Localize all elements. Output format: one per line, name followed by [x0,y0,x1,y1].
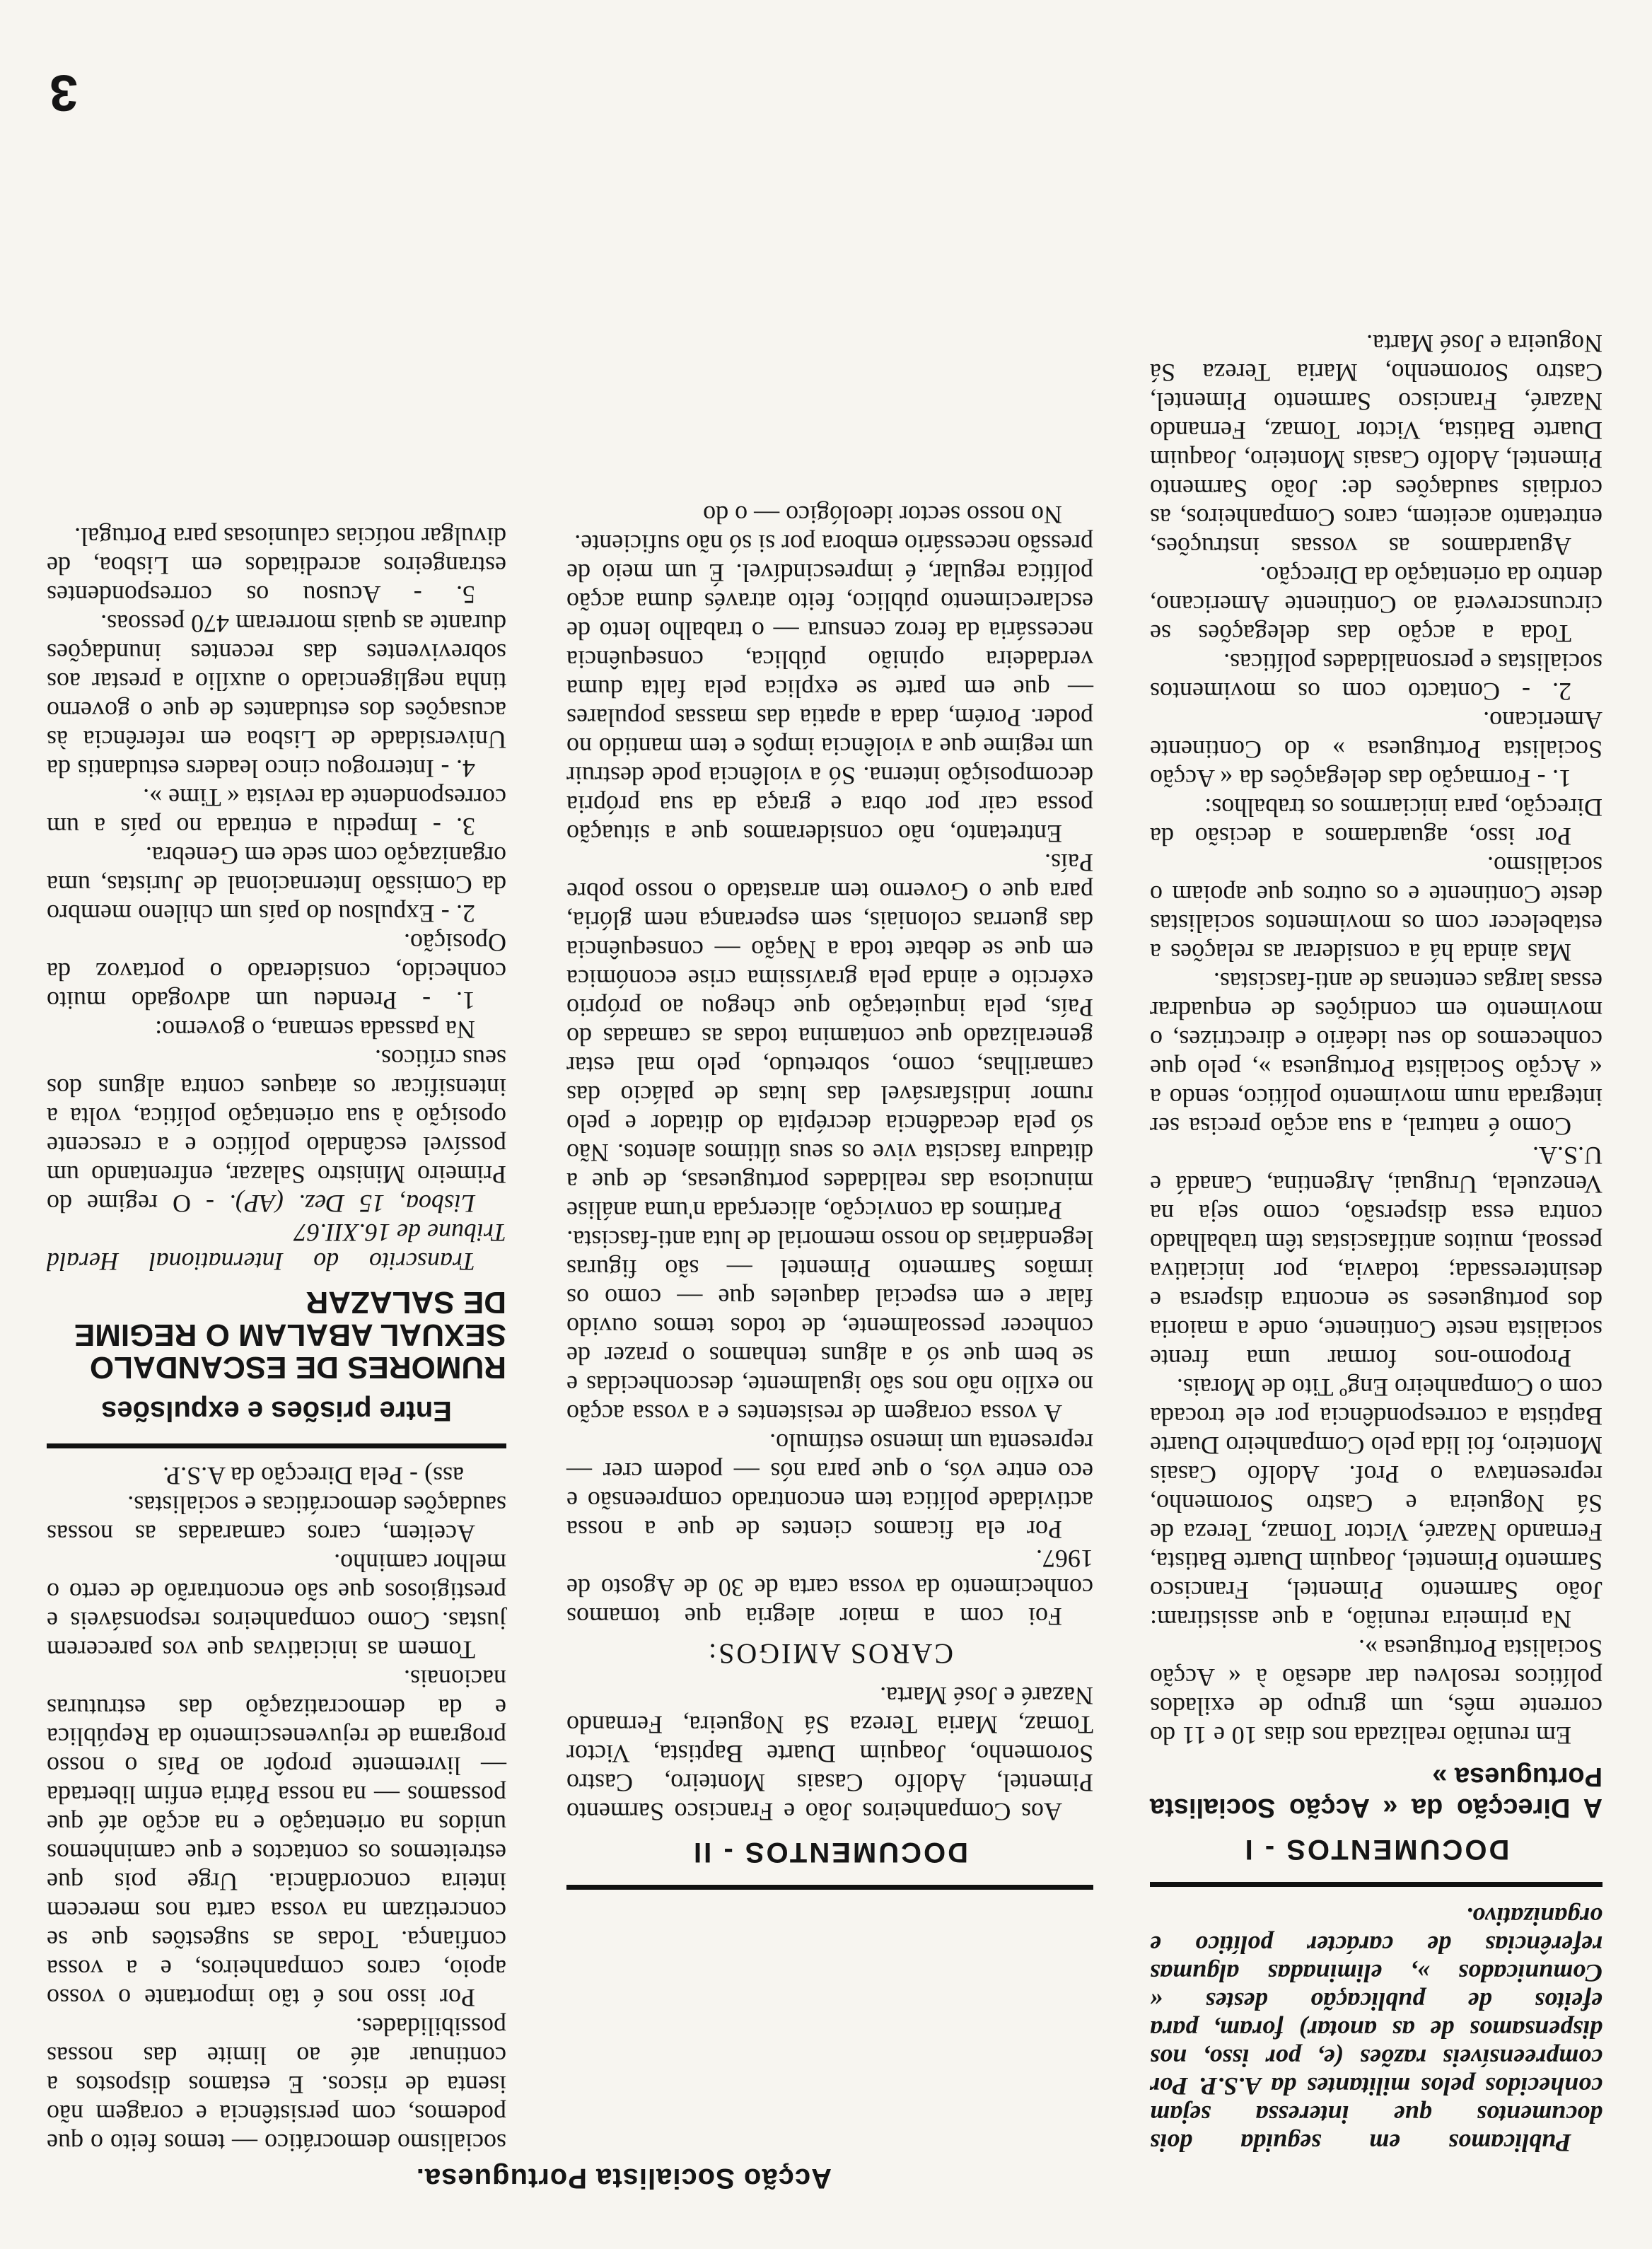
doc1-paragraph: Propomo-nos formar uma frente socialista neste Continente, onde a maioria dos portugueses se encontra dispersa e desinteressada; todavia, por iniciativa pessoal, muitos antifascistas têm trabalhado contra essa dispersão, como seja na Venezuela, Uruguai, Argentina, Canadá e U.S.A. [1150,1141,1602,1373]
document-1-subheading: A Direcção da « Acção Socialista Portuguesa » [1150,1762,1602,1823]
article-list-item: 1. - Prendeu um advogado muito conhecido, considerado o portavoz da Oposição. [47,929,506,1015]
source-name: International Herald Tribune [47,1219,506,1276]
doc2-continuation: Aceitem, caros camaradas as nossas saudações democráticas e socialistas. [47,1491,506,1548]
doc2-paragraph: Partimos da convicção, alicerçada n'uma análise minuciosa das realidades portuguesas, de que a ditadura fascista vive os seus últimos alentos. Não só pela decadência decrépita do ditador e pelo rumor indisfarsável das lutas de palácio das camarilhas, como, sobretudo, pelo mal estar generalizado que contamina todas as camadas do País, pela inquietação que chegou ao próprio exército e ainda pela gravíssima crise económica em que se debate toda a Nação — consequência das guerras coloniais, sem esperança nem glória, para que o Governo tem arrastado o nosso pobre País. [566,849,1093,1225]
column-2 [566,500,1093,2157]
intro-paragraph: Publicamos em seguida dois documentos que interessa sejam conhecidos pelos militantes da A.S.P. Por compreensíveis razões (e, por isso, nos dispensamos de as anotar) foram, para efeitos de publicação destes « Comunicados », eliminadas algumas referências de carácter político e organizativo. [1150,1902,1602,2157]
article-list-item: 3. - Impediu a entrada no país a um correspondente da revista « Time ». [47,784,506,841]
doc2-paragraph: No nosso sector ideológico — o do [703,501,1062,529]
doc1-paragraph: Em reunião realizada nos dias 10 e 11 do corrente mês, um grupo de exilados políticos resolveu dar adesão à « Acção Socialista Portuguesa ». [1150,1634,1602,1750]
doc2-paragraph: Foi com a maior alegria que tomamos conhecimento da vossa carta de 30 de Agosto de 1967. [566,1545,1093,1631]
doc2-continuation: socialismo democrático — temos feito o que podemos, com persistência e coragem não isenta de riscos. E estamos dispostos a continuar até ao limite das nossas possibilidades. [47,2013,506,2157]
doc2-paragraph: Por ela ficamos cientes de que a nossa actividade política tem encontrado compreensão e eco entre vós, o que para nós — podem crer — representa um imenso estímulo. [566,1429,1093,1544]
doc2-salutation: CAROS AMIGOS: [706,1638,954,1670]
intro-spacer [566,1902,1093,2157]
column-3 [47,522,506,2157]
document-2-heading: DOCUMENTOS - II [692,1837,968,1868]
article-list-item: 2. - Expulsou do país um chileno membro da Comissão Internacional de Juristas, uma organização com sede em Genebra. [47,842,506,928]
article-lead [47,1044,506,1218]
divider [1150,1882,1602,1887]
doc2-paragraph: A vossa coragem de resistentes e a vossa acção no exílio não nos são igualmente, desconhecidas e se bem que só a alguns tenhamos o prazer de conhecer pessoalmente, de todos temos ouvido falar e em especial daqueles que — como os irmãos Sarmento Pimentel — são figuras legendárias do nosso memorial de luta anti-fascista. [566,1226,1093,1428]
doc1-paragraph: Na primeira reunião, a que assistiram: João Sarmento Pimentel, Francisco Sarmento Pimentel, Joaquim Duarte Batista, Fernando Nazaré, Victor Tomaz, Tereza de Sá Nogueira e Castro Soromenho, representava o Prof. Adolfo Casais Monteiro, foi lida pelo Companheiro Duarte Baptista a correspondência por ele trocada com o Companheiro Engº Tito de Morais. [1150,1373,1602,1634]
article-list-item: 5. - Acusou os correspondentes estrangeiros acreditados em Lisboa, de divulgar notícias caluniosas para Portugal. [47,523,506,609]
article-headline: RUMORES DE ESCANDALO SEXUAL ABALAM O REGIME DE SALAZAR [74,1285,506,1385]
doc1-list-item: 1. - Formação das delegações da « Acção Socialista Portuguesa » do Continente Americano. [1150,707,1602,793]
page-number: 3 [50,64,78,121]
doc2-addressees: Aos Companheiros João e Francisco Sarmento Pimentel, Adolfo Casais Monteiro, Castro Soromenho, Joaquim Duarte Baptista, Victor Tomaz, Maria Tereza Sá Nogueira, Fernando Nazaré e José Marta. [566,1682,1093,1826]
doc1-paragraph: Aguardamos as vossas instruções, entretanto aceitem, caros Companheiros, as cordiais saudações de: João Sarmento Pimentel, Adolfo Casais Monteiro, Joaquim Duarte Batista, Victor Tomaz, Fernando Nazaré, Francisco Sarmento Pimentel, Castro Soromenho, Maria Tereza Sá Nogueira e José Marta. [1150,330,1602,561]
doc1-list-item: 2. - Contacto com os movimentos socialistas e personalidades políticas. [1150,649,1602,706]
doc2-continuation: Por isso nos é tão importante o vosso apoio, caros companheiros, e a vossa confiança. Todas as sugestões que se concretizam na vossa carta nos merecem inteira concordância. Urge pois que estreitemos os contactos e que caminhemos unidos na orientação e na acção até que possamos — na nossa Pátria enfim libertada — livremente propôr ao País o nosso programa de rejuvenescimento da República e da democratização das estruturas nacionais. [47,1665,506,2012]
doc1-paragraph: Como é natural, a sua acção precisa ser integrada num movimento político, sendo a « Acção Socialista Portuguesa », pelo que conhecemos do seu ideário e directrizes, o movimento em condições de enquadrar essas largas centenas de anti-fascistas. [1150,967,1602,1141]
article-source [47,1218,506,1276]
newspaper-banner: Acção Socialista Portuguesa. [415,2163,832,2194]
dateline: Lisboa, 15 Dez. (AP). [228,1190,475,1218]
doc1-paragraph: Por isso, aguardamos a decisão da Direcção, para iniciarmos os trabalhos: [1150,794,1602,851]
article-paragraph: Na passada semana, o governo: [155,1016,475,1044]
source-date: de 16.XII.67 [294,1219,421,1247]
doc1-paragraph: Toda a acção das delegações se circunscreverá ao Continente Americano, dentro da orientação da Direcção. [1150,562,1602,648]
section-title: Entre prisões e expulsões [101,1395,452,1426]
doc2-continuation: Tomem as iniciativas que vos parecerem justas. Como companheiros responsáveis e prestigiosos que são encontrarão de certo o melhor caminho. [47,1549,506,1664]
doc1-paragraph: Mas ainda há a considerar as relações a estabelecer com os movimentos socialistas deste Continente e os outros que apoiam o socialismo. [1150,852,1602,967]
doc2-paragraph: Entretanto, não consideramos que a situação possa cair por obra e graça da sua própria decomposição interna. Só a violência pode destruir um regime que a violência impôs e tem mantido no poder. Porém, dada a apatia das massas populares — que em parte se explica pela falta duma verdadeira opinião pública, consequência necessária da feroz censura — o trabalho lento de esclarecimento público, feito através duma acção política regular, é imprescindível. É um meio de pressão necessário embora por si só não suficiente. [566,530,1093,848]
source-prefix: Transcrito do [313,1248,475,1276]
divider [47,1443,506,1448]
lead-text: - O regime do Primeiro Ministro Salazar, enfrentando um possível escândalo político e a crescente oposição à sua orientação política, volta a intensificar os ataques contra alguns dos seus críticos. [46,1045,506,1218]
column-1 [1150,329,1602,2157]
article-list-item: 4. - Interrogou cinco leaders estudantis da Universidade de Lisboa em referência às acusações dos estudantes de que o governo tinha negligenciado o auxílio a prestar aos sobreviventes das recentes inundações durante as quais morreram 470 pessoas. [47,610,506,783]
document-1-heading: DOCUMENTOS - I [1243,1834,1510,1865]
doc2-signature: ass) - Pela Direcção da A.S.P. [163,1462,464,1490]
divider [566,1885,1093,1890]
